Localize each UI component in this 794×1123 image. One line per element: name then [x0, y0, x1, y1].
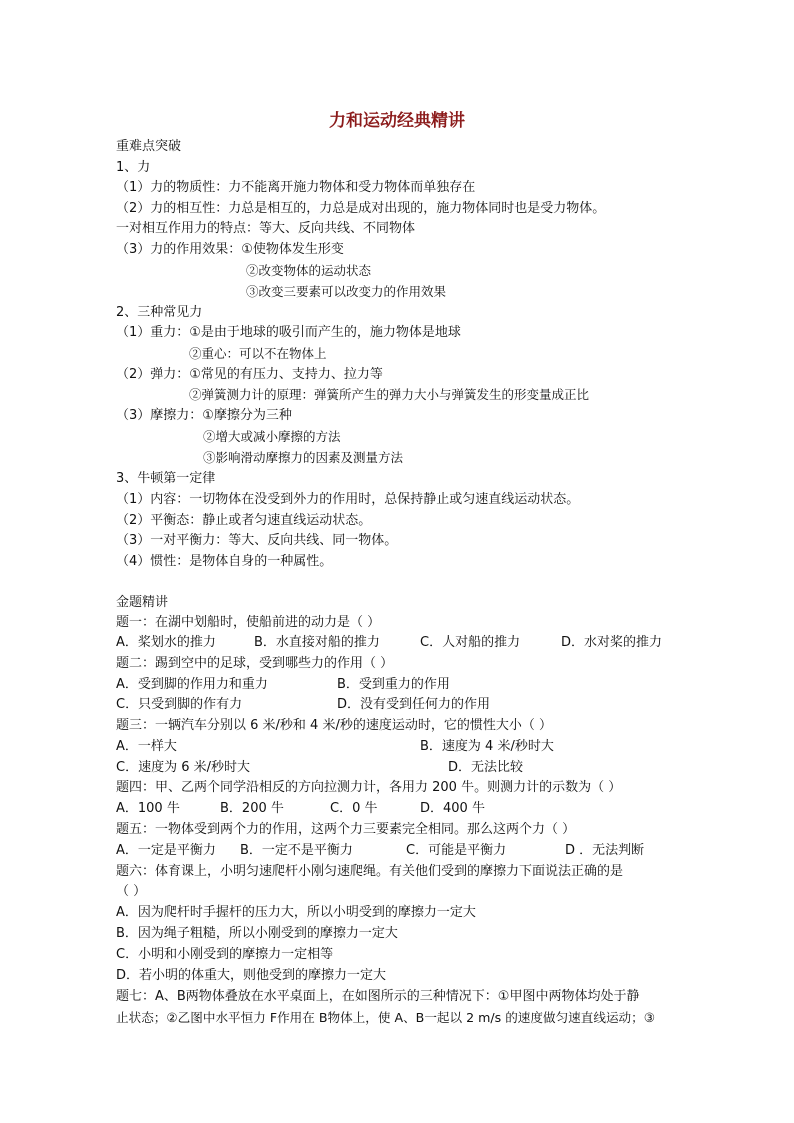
option-b: B．因为绳子粗糙，所以小刚受到的摩擦力一定大	[116, 926, 398, 941]
text-line: （3）摩擦力：①摩擦分为三种	[116, 408, 292, 423]
option-d: D ．无法判断	[565, 843, 645, 858]
option-d: D．无法比较	[448, 760, 524, 775]
text-line: 3、牛顿第一定律	[116, 471, 216, 486]
text-line: （3）一对平衡力：等大、反向共线、同一物体。	[116, 533, 398, 548]
option-c: C．可能是平衡力	[406, 843, 507, 858]
text-line: （2）平衡态：静止或者匀速直线运动状态。	[116, 513, 372, 528]
section-heading-exercises: 金题精讲	[116, 595, 169, 610]
option-d: D．若小明的体重大，则他受到的摩擦力一定大	[116, 968, 387, 983]
question-stem: 题六：体育课上，小明匀速爬杆小刚匀速爬绳。有关他们受到的摩擦力下面说法正确的是	[116, 864, 624, 879]
text-line: ③影响滑动摩擦力的因素及测量方法	[203, 450, 404, 465]
document-title: 力和运动经典精讲	[329, 111, 465, 131]
option-c: C．小明和小刚受到的摩擦力一定相等	[116, 947, 334, 962]
option-d: D．没有受到任何力的作用	[337, 697, 491, 712]
text-line: （4）惯性：是物体自身的一种属性。	[116, 554, 333, 569]
option-a: A．受到脚的作用力和重力	[116, 677, 268, 692]
question-stem: 题一：在湖中划船时，使船前进的动力是（ ）	[116, 615, 381, 630]
question-stem: 题七：A、B两物体叠放在水平桌面上，在如图所示的三种情况下：①甲图中两物体均处于静	[116, 989, 640, 1004]
option-a: A．一样大	[116, 739, 177, 754]
option-b: B．受到重力的作用	[337, 677, 450, 692]
option-c: C．0 牛	[330, 801, 378, 816]
text-line: ②改变物体的运动状态	[246, 263, 372, 278]
option-b: B．一定不是平衡力	[240, 843, 353, 858]
question-stem: 题二：踢到空中的足球，受到哪些力的作用（ ）	[116, 656, 394, 671]
text-line: （2）力的相互性：力总是相互的，力总是成对出现的，施力物体同时也是受力物体。	[116, 201, 606, 216]
text-line: （1）内容：一切物体在没受到外力的作用时，总保持静止或匀速直线运动状态。	[116, 492, 580, 507]
option-c: C．人对船的推力	[420, 635, 521, 650]
text-line: （1）重力：①是由于地球的吸引而产生的，施力物体是地球	[116, 325, 461, 340]
option-a: A．100 牛	[116, 801, 180, 816]
option-d: D．400 牛	[420, 801, 485, 816]
option-d: D．水对桨的推力	[561, 635, 663, 650]
text-line: （1）力的物质性：力不能离开施力物体和受力物体而单独存在	[116, 180, 476, 195]
question-stem: 题三：一辆汽车分别以 6 米/秒和 4 米/秒的速度运动时，它的惯性大小（ ）	[116, 718, 552, 733]
question-stem-continued: 止状态；②乙图中水平恒力 F作用在 B物体上，使 A、B一起以 2 m/s 的速度做匀速直线运动；③	[116, 1010, 656, 1025]
text-line: ②增大或减小摩擦的方法	[203, 429, 341, 444]
option-a: A．一定是平衡力	[116, 843, 216, 858]
option-b: B．200 牛	[220, 801, 284, 816]
text-line: （2）弹力：①常见的有压力、支持力、拉力等	[116, 367, 383, 382]
text-line: ②弹簧测力计的原理：弹簧所产生的弹力大小与弹簧发生的形变量成正比	[189, 387, 590, 402]
question-stem: 题四：甲、乙两个同学沿相反的方向拉测力计，各用力 200 牛。则测力计的示数为（ ）	[116, 780, 622, 795]
question-stem-continued: （ ）	[116, 884, 147, 899]
option-b: B．水直接对船的推力	[254, 635, 380, 650]
text-line: （3）力的作用效果：①使物体发生形变	[116, 242, 344, 257]
text-line: ③改变三要素可以改变力的作用效果	[246, 284, 447, 299]
option-c: C．只受到脚的作有力	[116, 697, 243, 712]
option-a: A．桨划水的推力	[116, 635, 216, 650]
text-line: 2、三种常见力	[116, 305, 203, 320]
option-b: B．速度为 4 米/秒时大	[420, 739, 554, 754]
text-line: ②重心：可以不在物体上	[189, 346, 327, 361]
option-a: A．因为爬杆时手握杆的压力大，所以小明受到的摩擦力一定大	[116, 905, 476, 920]
text-line: 一对相互作用力的特点：等大、反向共线、不同物体	[116, 221, 416, 236]
text-line: 1、力	[116, 160, 151, 175]
section-heading-key-points: 重难点突破	[116, 139, 182, 154]
option-c: C．速度为 6 米/秒时大	[116, 760, 250, 775]
question-stem: 题五：一物体受到两个力的作用，这两个力三要素完全相同。那么这两个力（ ）	[116, 822, 576, 837]
